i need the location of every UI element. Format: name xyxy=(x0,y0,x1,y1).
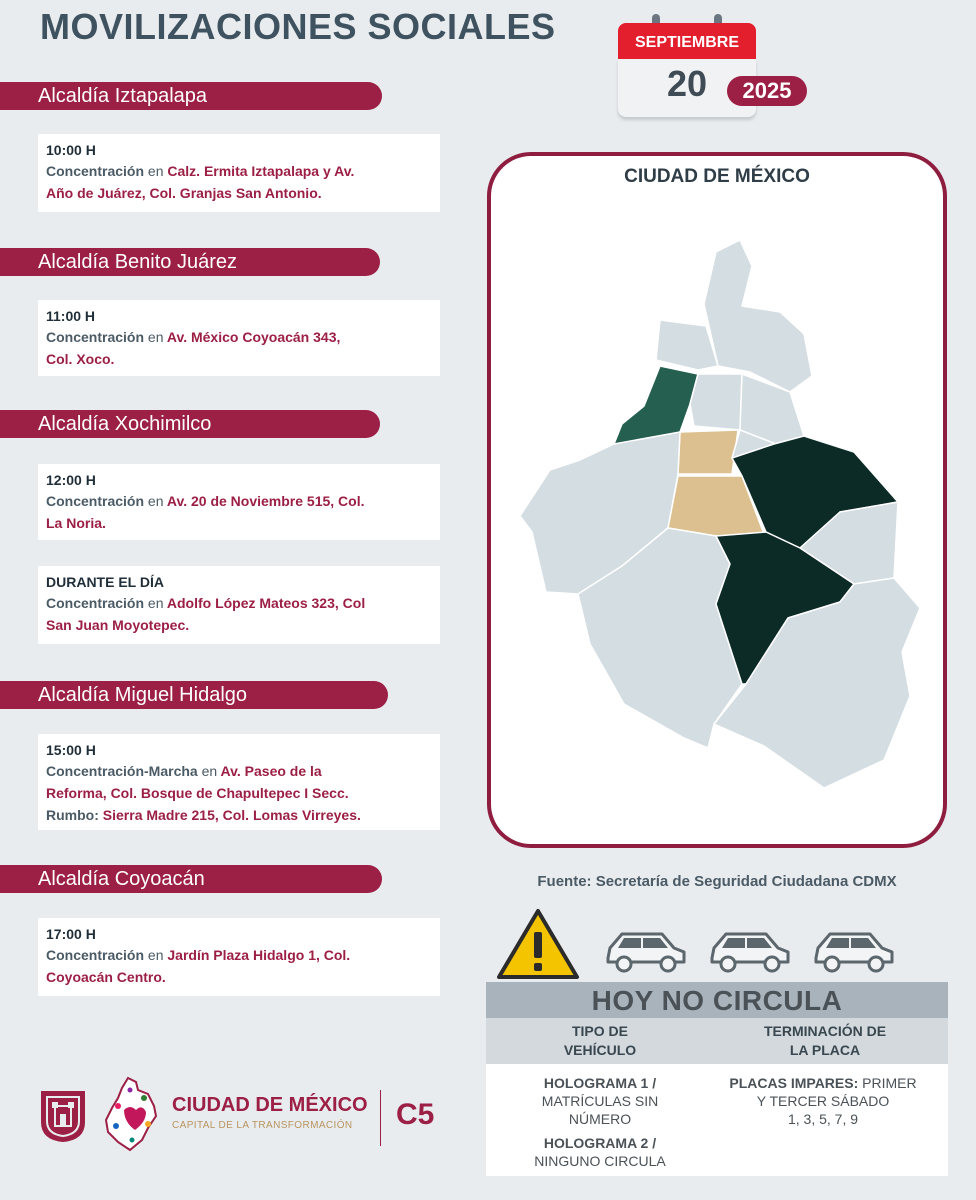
hologram-2-text: NINGUNO CIRCULA xyxy=(534,1153,666,1169)
map-title: CIUDAD DE MÉXICO xyxy=(624,166,810,187)
event-address-cont: Reforma, Col. Bosque de Chapultepec I Secc. xyxy=(46,785,349,801)
event-time: 15:00 H xyxy=(46,742,96,758)
event-card xyxy=(38,300,440,376)
event-address: Av. México Coyoacán 343, xyxy=(166,329,341,345)
plates-text: PRIMER xyxy=(862,1075,917,1091)
event-time: 12:00 H xyxy=(46,472,96,488)
hologram-2-label: HOLOGRAMA 2 / xyxy=(543,1135,657,1151)
rumbo-address: Sierra Madre 215, Col. Lomas Virreyes. xyxy=(102,807,361,823)
calendar-day: 20 xyxy=(666,63,708,104)
hologram-1-text: NÚMERO xyxy=(568,1111,632,1127)
c5-logo: C5 xyxy=(396,1098,435,1131)
plates-numbers: 1, 3, 5, 7, 9 xyxy=(787,1111,859,1127)
col-header-line: TERMINACIÓN DE xyxy=(763,1023,887,1039)
event-time: 11:00 H xyxy=(46,308,96,324)
col-header-plate-ending xyxy=(732,1022,918,1060)
event-time: 17:00 H xyxy=(46,926,96,942)
event-address: Jardín Plaza Hidalgo 1, Col. xyxy=(167,947,351,963)
hologram-1-label: HOLOGRAMA 1 / xyxy=(543,1075,657,1091)
event-time: DURANTE EL DÍA xyxy=(46,574,164,590)
event-address-cont: Año de Juárez, Col. Granjas San Antonio. xyxy=(46,185,322,201)
event-address-cont: Col. Xoco. xyxy=(46,351,115,367)
event-address-cont: La Noria. xyxy=(46,515,106,531)
event-type: Concentración xyxy=(46,329,145,345)
cdmx-logo-tagline: CAPITAL DE LA TRANSFORMACIÓN xyxy=(172,1120,353,1131)
section-header-benito-juarez: Alcaldía Benito Juárez xyxy=(0,248,380,276)
map-frame xyxy=(487,152,947,848)
event-card xyxy=(38,134,440,212)
col-header-line: LA PLACA xyxy=(789,1042,861,1058)
source-note: Fuente: Secretaría de Seguridad Ciudadana CDMX xyxy=(537,873,897,890)
event-address: Av. Paseo de la xyxy=(220,763,322,779)
event-card xyxy=(38,566,440,644)
car-icon xyxy=(602,928,688,974)
cdmx-logo-name: CIUDAD DE MÉXICO xyxy=(172,1094,368,1116)
logo-divider xyxy=(380,1090,381,1146)
event-time: 10:00 H xyxy=(46,142,96,158)
event-card xyxy=(38,918,440,996)
event-connector: en xyxy=(201,763,218,779)
cdmx-heart-logo xyxy=(102,1076,162,1152)
col-header-vehicle-type xyxy=(510,1022,690,1060)
hologram-1 xyxy=(510,1074,690,1128)
plates-label: PLACAS IMPARES: xyxy=(729,1075,859,1091)
event-connector: en xyxy=(147,947,164,963)
cdmx-map xyxy=(491,156,943,844)
map-region-benito-juarez xyxy=(678,430,738,474)
event-type: Concentración-Marcha xyxy=(46,763,198,779)
event-type: Concentración xyxy=(46,595,145,611)
coat-of-arms-logo xyxy=(38,1088,88,1144)
page-title: MOVILIZACIONES SOCIALES xyxy=(40,6,556,47)
warning-icon xyxy=(496,908,580,980)
event-address-cont: Coyoacán Centro. xyxy=(46,969,166,985)
event-type: Concentración xyxy=(46,947,145,963)
event-connector: en xyxy=(147,493,164,509)
hoy-no-circula-header xyxy=(486,1018,948,1064)
calendar-month: SEPTIEMBRE xyxy=(618,23,756,59)
car-icon xyxy=(706,928,792,974)
map-region-gam xyxy=(704,240,812,392)
hoy-no-circula-body xyxy=(486,1064,948,1176)
event-address: Adolfo López Mateos 323, Col xyxy=(166,595,366,611)
col-header-line: VEHÍCULO xyxy=(563,1042,637,1058)
calendar-year: 2025 xyxy=(727,76,807,106)
event-connector: en xyxy=(147,163,164,179)
rumbo-label: Rumbo: xyxy=(46,807,99,823)
event-address-cont: San Juan Moyotepec. xyxy=(46,617,190,633)
section-header-miguel-hidalgo: Alcaldía Miguel Hidalgo xyxy=(0,681,388,709)
event-card xyxy=(38,734,440,830)
col-header-line: TIPO DE xyxy=(571,1023,628,1039)
car-icon xyxy=(810,928,896,974)
event-type: Concentración xyxy=(46,493,145,509)
map-region-cuauhtemoc xyxy=(690,374,742,430)
section-header-iztapalapa: Alcaldía Iztapalapa xyxy=(0,82,382,110)
event-type: Concentración xyxy=(46,163,145,179)
event-connector: en xyxy=(147,595,164,611)
event-address: Av. 20 de Noviembre 515, Col. xyxy=(166,493,365,509)
plates-rule xyxy=(718,1074,928,1128)
plates-text: Y TERCER SÁBADO xyxy=(756,1093,890,1109)
event-card xyxy=(38,464,440,540)
footer-logos xyxy=(38,1076,458,1156)
section-header-coyoacan: Alcaldía Coyoacán xyxy=(0,865,382,893)
hologram-1-text: MATRÍCULAS SIN xyxy=(541,1093,659,1109)
hoy-no-circula-title: HOY NO CIRCULA xyxy=(486,982,948,1018)
event-address: Calz. Ermita Iztapalapa y Av. xyxy=(167,163,355,179)
event-connector: en xyxy=(147,329,164,345)
section-header-xochimilco: Alcaldía Xochimilco xyxy=(0,410,380,438)
hologram-2 xyxy=(510,1134,690,1170)
